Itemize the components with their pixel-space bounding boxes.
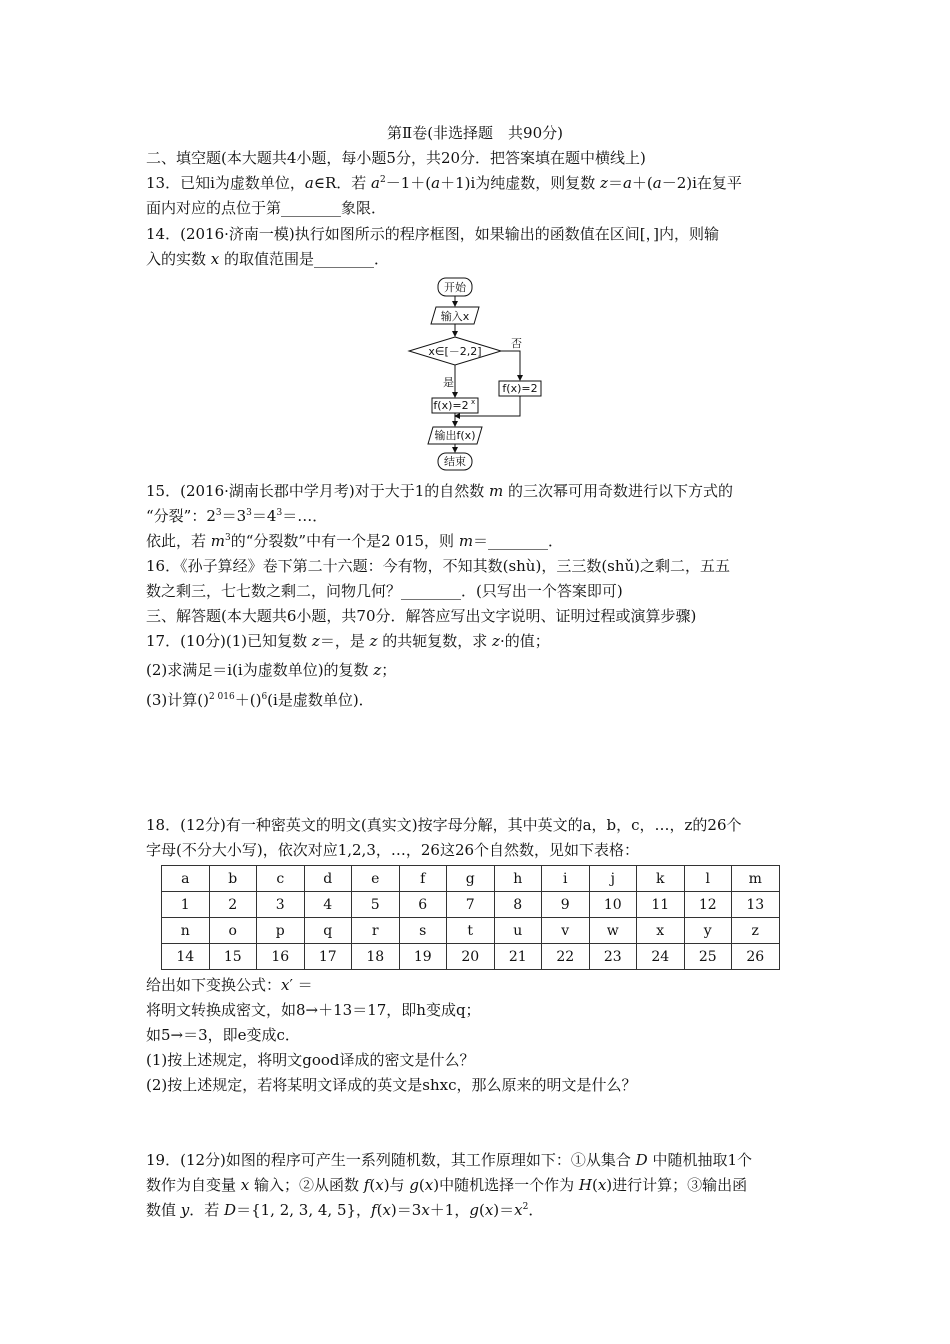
q15-line3: 依此，若 $m^3$的“分裂数”中有一个是2 015，则 m＝________． [146, 532, 564, 550]
table-cell: v [542, 918, 590, 944]
table-cell: 14 [162, 944, 210, 970]
table-cell: a [162, 866, 210, 892]
table-cell: h [494, 866, 542, 892]
q14-line1: 14．(2016·济南一模)执行如图所示的程序框图，如果输出的函数值在区间[，]内，则输 [146, 225, 719, 243]
table-cell: 4 [304, 892, 352, 918]
table-row [162, 944, 780, 970]
q18-example1: 将明文转换成密文，如8→＋13＝17，即h变成q； [146, 1001, 481, 1019]
table-cell: 9 [542, 892, 590, 918]
letter-number-table-body [162, 866, 780, 970]
table-cell: b [209, 866, 257, 892]
table-cell: x [637, 918, 685, 944]
table-cell: c [257, 866, 305, 892]
table-cell: u [494, 918, 542, 944]
q18-example2: 如5→＝3，即e变成c． [146, 1026, 300, 1044]
table-cell: d [304, 866, 352, 892]
table-cell: y [684, 918, 732, 944]
table-cell: j [589, 866, 637, 892]
q14-line2: 入的实数 x 的取值范围是________． [146, 250, 390, 268]
table-cell: 13 [732, 892, 780, 918]
q18-formula-line: 给出如下变换公式：x′ ＝ [146, 976, 313, 994]
q19-line3: 数值 y．若 D＝{1, 2, 3, 4, 5}，f(x)＝3x＋1，$g(x)=x^2$． [146, 1201, 544, 1219]
table-cell: 24 [637, 944, 685, 970]
f-no-label: f(x)=2 [502, 382, 538, 395]
q15-line2: “分裂”：$2^3=3^3=4^3=\dots$． [146, 507, 328, 525]
q13-line1: 13．已知i为虚数单位，a∈R．若 $a^2-1+(a+1)i$为纯虚数，则复数 z＝a＋(a－2)i在复平 [146, 174, 742, 192]
q18-part1: (1)按上述规定，将明文good译成的密文是什么？ [146, 1051, 475, 1069]
table-row [162, 866, 780, 892]
input-label: 输入x [440, 310, 470, 323]
section2-header: 二、填空题(本大题共4小题，每小题5分，共20分．把答案填在题中横线上) [146, 149, 646, 167]
table-cell: m [732, 866, 780, 892]
table-cell: k [637, 866, 685, 892]
table-cell: 1 [162, 892, 210, 918]
table-cell: i [542, 866, 590, 892]
q18-line2: 字母(不分大小写)，依次对应1,2,3，…，26这26个自然数，见如下表格： [146, 841, 640, 859]
table-cell: 6 [399, 892, 447, 918]
table-cell: f [399, 866, 447, 892]
table-cell: 5 [352, 892, 400, 918]
table-cell: 11 [637, 892, 685, 918]
table-cell: 17 [304, 944, 352, 970]
q18-line1: 18．(12分)有一种密英文的明文(真实文)按字母分解，其中英文的a，b，c，…，z的26个 [146, 816, 742, 834]
table-cell: 25 [684, 944, 732, 970]
table-cell: q [304, 918, 352, 944]
table-cell: 12 [684, 892, 732, 918]
end-label: 结束 [444, 455, 466, 468]
q17-line1: 17．(10分)(1)已知复数 z＝，是 z 的共轭复数，求 z·的值； [146, 632, 550, 650]
q19-line1: 19．(12分)如图的程序可产生一系列随机数，其工作原理如下：①从集合 D 中随机抽取1个 [146, 1151, 752, 1169]
table-cell: 2 [209, 892, 257, 918]
flowchart [405, 276, 555, 472]
table-cell: t [447, 918, 495, 944]
table-cell: 20 [447, 944, 495, 970]
f-yes-exponent: x [471, 398, 476, 406]
table-cell: 16 [257, 944, 305, 970]
start-label: 开始 [444, 281, 466, 294]
table-cell: 22 [542, 944, 590, 970]
output-label: 输出f(x) [434, 429, 476, 442]
table-cell: g [447, 866, 495, 892]
table-cell: n [162, 918, 210, 944]
table-cell: 18 [352, 944, 400, 970]
section3-header: 三、解答题(本大题共6小题，共70分．解答应写出文字说明、证明过程或演算步骤) [146, 607, 697, 625]
yes-label: 是 [443, 376, 454, 389]
q15-line1: 15．(2016·湖南长郡中学月考)对于大于1的自然数 m 的三次幂可用奇数进行以下方式的 [146, 482, 734, 500]
table-cell: e [352, 866, 400, 892]
table-cell: w [589, 918, 637, 944]
q18-part2: (2)按上述规定，若将某明文译成的英文是shxc，那么原来的明文是什么？ [146, 1076, 637, 1094]
table-cell: o [209, 918, 257, 944]
table-cell: 10 [589, 892, 637, 918]
table-cell: z [732, 918, 780, 944]
q13-line2: 面内对应的点位于第________象限． [146, 199, 387, 217]
q17-line2: (2)求满足＝i(i为虚数单位)的复数 z； [146, 661, 397, 679]
flowchart-svg [405, 276, 555, 472]
table-cell: r [352, 918, 400, 944]
no-label: 否 [511, 337, 522, 350]
q17-line3: (3)计算()$^{2 016}$＋()$^6$(i是虚数单位)． [146, 691, 374, 709]
table-cell: 3 [257, 892, 305, 918]
table-cell: 19 [399, 944, 447, 970]
table-row [162, 918, 780, 944]
table-cell: 7 [447, 892, 495, 918]
letter-number-table [161, 865, 780, 970]
part2-title: 第Ⅱ卷(非选择题 共90分) [387, 124, 563, 142]
table-cell: 26 [732, 944, 780, 970]
q16-line2: 数之剩三，七七数之剩二，问物几何？________．(只写出一个答案即可) [146, 582, 623, 600]
table-cell: 8 [494, 892, 542, 918]
table-cell: 15 [209, 944, 257, 970]
table-row [162, 892, 780, 918]
table-cell: 21 [494, 944, 542, 970]
f-yes-label: f(x)=2 [433, 399, 469, 412]
table-cell: l [684, 866, 732, 892]
table-cell: p [257, 918, 305, 944]
q16-line1: 16．《孙子算经》卷下第二十六题：今有物，不知其数(shù)，三三数(shǔ)之剩二，五五 [146, 557, 731, 575]
table-cell: 23 [589, 944, 637, 970]
q19-line2: 数作为自变量 x 输入；②从函数 f(x)与 g(x)中随机选择一个作为 H(x)进行计算；③输出函 [146, 1176, 748, 1194]
table-cell: s [399, 918, 447, 944]
condition-label: x∈[－2,2] [428, 345, 482, 358]
